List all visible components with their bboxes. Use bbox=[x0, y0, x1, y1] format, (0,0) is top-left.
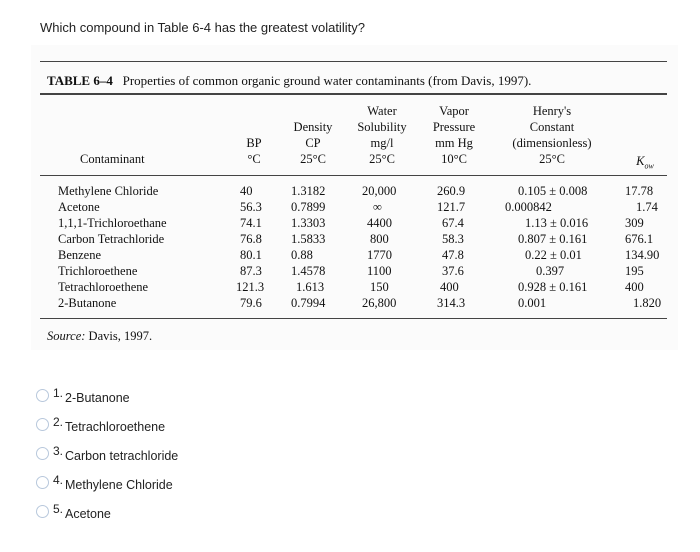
table-header-rule bbox=[40, 93, 667, 95]
question-text: Which compound in Table 6-4 has the greatest volatility? bbox=[40, 20, 365, 35]
header-bp-line: °C bbox=[247, 152, 261, 166]
table-cell-henry: 0.001 bbox=[518, 296, 547, 310]
table-cell-name: Trichloroethene bbox=[58, 264, 138, 278]
header-solubility-line: Solubility bbox=[357, 120, 407, 134]
table-cell-solubility: 4400 bbox=[367, 216, 392, 230]
table-caption: Properties of common organic ground water contaminants (from Davis, 1997). bbox=[122, 73, 532, 88]
table-label: TABLE 6–4 bbox=[47, 73, 113, 88]
table-cell-vapor: 121.7 bbox=[437, 200, 466, 214]
table-cell-solubility: 1770 bbox=[367, 248, 392, 262]
header-henry-line: Constant bbox=[529, 120, 575, 134]
table-cell-henry: 0.807 ± 0.161 bbox=[518, 232, 588, 246]
table-cell-density: 1.5833 bbox=[291, 232, 326, 246]
header-henry-line: 25°C bbox=[539, 152, 565, 166]
table-cell-vapor: 58.3 bbox=[442, 232, 464, 246]
table-cell-solubility: 20,000 bbox=[362, 184, 397, 198]
header-solubility-line: Water bbox=[367, 104, 397, 118]
radio-button-icon[interactable] bbox=[36, 505, 49, 518]
header-density-line: CP bbox=[305, 136, 321, 150]
header-bp-line: BP bbox=[246, 136, 262, 150]
option-4[interactable] bbox=[36, 473, 236, 495]
table-cell-henry: 0.928 ± 0.161 bbox=[518, 280, 588, 294]
table-cell-name: Methylene Chloride bbox=[58, 184, 159, 198]
table-cell-bp: 56.3 bbox=[240, 200, 262, 214]
table-cell-henry: 0.000842 bbox=[505, 200, 552, 214]
header-vapor-pressure bbox=[420, 103, 488, 167]
table-cell-kow: 134.90 bbox=[625, 248, 660, 262]
table-cell-kow: 17.78 bbox=[625, 184, 654, 198]
option-label: Tetrachloroethene bbox=[65, 420, 166, 434]
option-1[interactable] bbox=[36, 386, 236, 408]
table-cell-density: 1.4578 bbox=[291, 264, 326, 278]
header-contaminant-line: Contaminant bbox=[80, 152, 145, 166]
option-number: 2. bbox=[53, 415, 64, 429]
table-top-rule bbox=[40, 61, 667, 62]
option-number: 5. bbox=[53, 502, 64, 516]
table-title bbox=[47, 73, 531, 89]
table-cell-name: Benzene bbox=[58, 248, 102, 262]
option-number: 4. bbox=[53, 473, 64, 487]
header-density-line: 25°C bbox=[300, 152, 326, 166]
table-cell-bp: 87.3 bbox=[240, 264, 262, 278]
option-3[interactable] bbox=[36, 444, 236, 466]
table-cell-henry: 1.13 ± 0.016 bbox=[525, 216, 589, 230]
table-cell-vapor: 67.4 bbox=[442, 216, 464, 230]
option-2[interactable] bbox=[36, 415, 236, 437]
header-henry bbox=[498, 103, 606, 167]
table-cell-henry: 0.397 bbox=[536, 264, 565, 278]
table-cell-bp: 74.1 bbox=[240, 216, 262, 230]
table-cell-kow: 1.74 bbox=[636, 200, 658, 214]
table-cell-density: 0.7899 bbox=[291, 200, 326, 214]
table-cell-name: Carbon Tetrachloride bbox=[58, 232, 165, 246]
header-kow bbox=[630, 153, 660, 175]
table-cell-vapor: 37.6 bbox=[442, 264, 464, 278]
radio-button-icon[interactable] bbox=[36, 389, 49, 402]
header-henry-line: Henry's bbox=[532, 104, 572, 118]
table-cell-kow: 400 bbox=[625, 280, 644, 294]
header-density bbox=[284, 119, 342, 167]
table-cell-vapor: 47.8 bbox=[442, 248, 464, 262]
option-label: Methylene Chloride bbox=[65, 478, 173, 492]
source-label: Source: bbox=[47, 329, 86, 343]
header-kow-k: K bbox=[636, 154, 645, 168]
table-cell-solubility: 150 bbox=[370, 280, 389, 294]
table-cell-kow: 309 bbox=[625, 216, 644, 230]
table-source bbox=[47, 329, 152, 344]
table-cell-henry: 0.105 ± 0.008 bbox=[518, 184, 588, 198]
table-cell-kow: 195 bbox=[625, 264, 644, 278]
table-cell-solubility: 800 bbox=[370, 232, 389, 246]
table-cell-solubility: 1100 bbox=[367, 264, 392, 278]
radio-button-icon[interactable] bbox=[36, 418, 49, 431]
table-cell-bp: 76.8 bbox=[240, 232, 262, 246]
source-text: Davis, 1997. bbox=[88, 329, 153, 343]
header-vapor-line: Vapor bbox=[439, 104, 469, 118]
option-label: Carbon tetrachloride bbox=[65, 449, 179, 463]
table-cell-name: 2-Butanone bbox=[58, 296, 117, 310]
option-number: 1. bbox=[53, 386, 64, 400]
table-column-rule bbox=[40, 175, 667, 176]
option-label: 2-Butanone bbox=[65, 391, 130, 405]
header-density-line: Density bbox=[293, 120, 333, 134]
table-cell-solubility: 26,800 bbox=[362, 296, 397, 310]
table-cell-kow: 1.820 bbox=[633, 296, 662, 310]
header-henry-line: (dimensionless) bbox=[512, 136, 592, 150]
table-bottom-rule bbox=[40, 318, 667, 319]
table-cell-density: 0.7994 bbox=[291, 296, 326, 310]
header-vapor-line: Pressure bbox=[432, 120, 476, 134]
table-cell-vapor: 400 bbox=[440, 280, 459, 294]
option-number: 3. bbox=[53, 444, 64, 458]
radio-button-icon[interactable] bbox=[36, 476, 49, 489]
header-vapor-line: 10°C bbox=[441, 152, 467, 166]
table-cell-bp: 80.1 bbox=[240, 248, 262, 262]
table-cell-bp: 121.3 bbox=[236, 280, 265, 294]
header-solubility-line: mg/l bbox=[370, 136, 394, 150]
option-label: Acetone bbox=[65, 507, 111, 521]
table-cell-density: 1.3303 bbox=[291, 216, 326, 230]
table-cell-density: 0.88 bbox=[291, 248, 313, 262]
radio-button-icon[interactable] bbox=[36, 447, 49, 460]
table-cell-name: Tetrachloroethene bbox=[58, 280, 149, 294]
header-kow-sub: ow bbox=[644, 161, 654, 171]
table-cell-bp: 40 bbox=[240, 184, 253, 198]
table-cell-kow: 676.1 bbox=[625, 232, 654, 246]
table-cell-density: 1.3182 bbox=[291, 184, 326, 198]
table-cell-vapor: 314.3 bbox=[437, 296, 466, 310]
option-5[interactable] bbox=[36, 502, 236, 524]
table-cell-name: Acetone bbox=[58, 200, 100, 214]
header-vapor-line: mm Hg bbox=[435, 136, 473, 150]
header-solubility-line: 25°C bbox=[369, 152, 395, 166]
header-solubility bbox=[347, 103, 417, 167]
table-cell-henry: 0.22 ± 0.01 bbox=[525, 248, 582, 262]
header-contaminant bbox=[80, 151, 160, 167]
table-cell-vapor: 260.9 bbox=[437, 184, 466, 198]
header-bp bbox=[232, 135, 276, 167]
table-cell-solubility: ∞ bbox=[373, 200, 382, 214]
table-cell-density: 1.613 bbox=[296, 280, 325, 294]
table-cell-bp: 79.6 bbox=[240, 296, 262, 310]
table-cell-name: 1,1,1-Trichloroethane bbox=[58, 216, 167, 230]
